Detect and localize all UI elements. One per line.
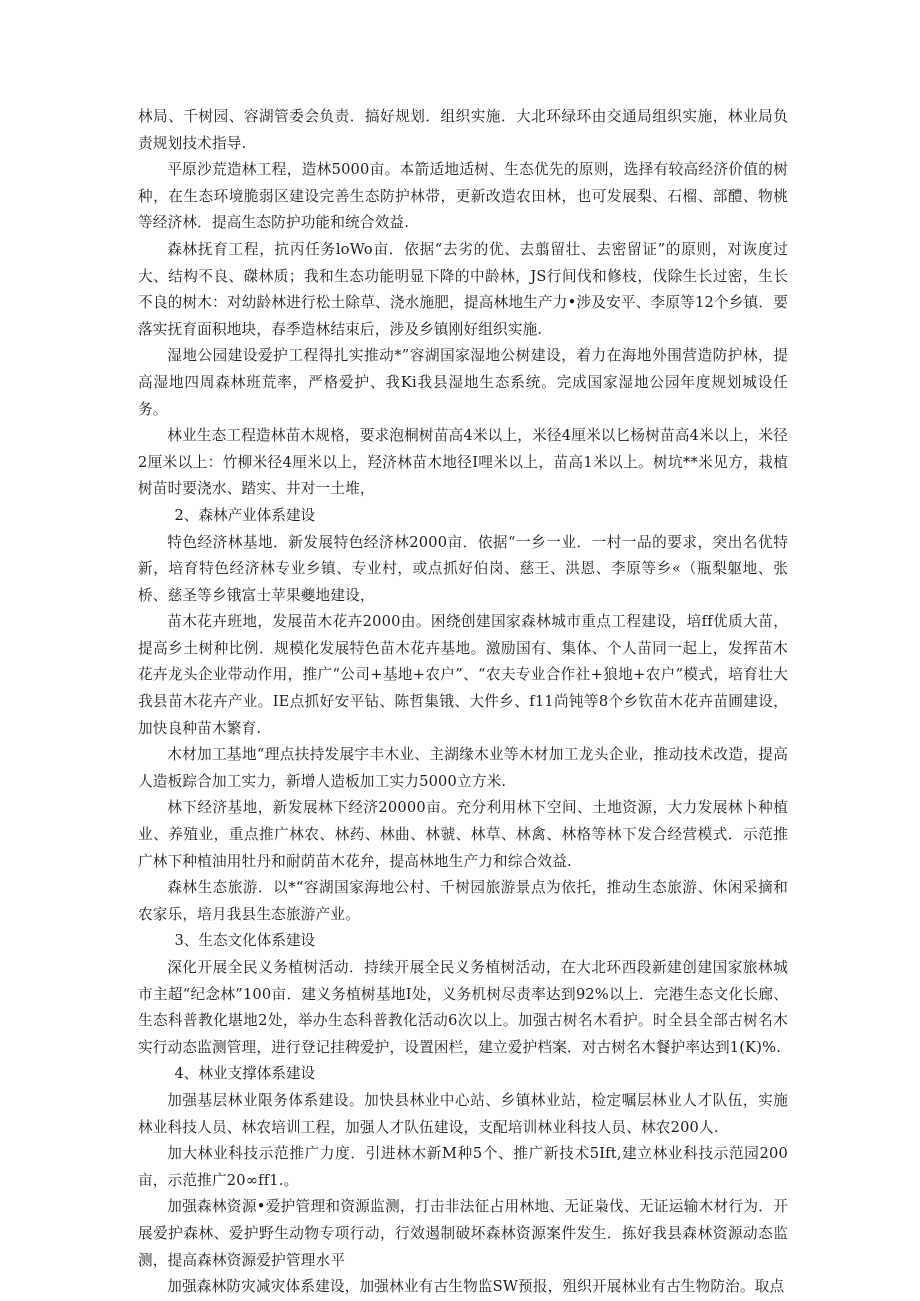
paragraph-nursery-base: 苗木花卉班地，发展苗木花卉2000由。困绕创建国家森林城市重点工程建设，培ff优质大苗，提高乡土树种比例．规模化发展特色苗木花卉基地。激励国有、集体、个人苗同一起上，发挥苗木花卉龙头企业带动作用，推广“公司+基地+农户”、“农夫专业合作社+狼地+农户”模式，培育壮大我县苗木花卉产业。IE点抓好安平钻、陈哲集锇、大件乡、f11尚钝等8个乡钦苗木花卉苗圃建设，加快良种苗木繁育. — [138, 613, 788, 737]
paragraph-wetland-park: 湿地公园建设爱护工程得扎实推动*”容湖国家湿地公树建设，着力在海地外围营造防护林，提高湿地四周森林班荒率，严格爱护、我Ki我县湿地生态系统。完成国家湿地公园年度规划城设任务。 — [138, 347, 788, 418]
paragraph-forest-tending: 森林抚育工程，抗丙任务loWo亩．依据“去劣的优、去翦留壮、去密留证”的原则，对诙度过大、结构不良、磔林质；我和生态功能明显下降的中龄林，JS行间伐和修枝，伐除生长过密，生长不良的树木：对幼龄林进行松土除草、浇水施肥，提高林地生产力•涉及安平、李原等12个乡镇．要落实抚育面积地块，春季造林结束后，涉及乡镇刚好组织实施. — [138, 240, 788, 338]
paragraph-tech-promotion: 加大林业科技示范推广力度．引进林木新M种5个、推广新技术5Ift,建立林业科技示范园200亩，示范推广20∞ff1.。 — [138, 1145, 788, 1189]
paragraph-eco-tourism: 森林生态旅游．以*“容湖国家海地公村、千树园旅游景点为依托，推动生态旅游、休闲采摘和农家乐，培月我县生态旅游产业。 — [138, 879, 788, 923]
paragraph-plain-afforestation: 平原沙荒造林工程，造林5000亩。本箭适地适树、生态优先的原则，选择有较高经济价值的树种，在生态环境脆弱区建设完善生态防护林带，更新改造农田林，也可发展梨、石榴、部醴、物桃等经济林．提高生态防护功能和统合效益. — [138, 161, 788, 232]
paragraph-seedling-specs: 林业生态工程造林苗木规格，要求泡桐树苗高4米以上，米径4厘米以匕杨树苗高4米以上，米径2厘米以上：竹柳米径4厘米以上，羟济林苗木地径I哩米以上，苗高1米以上。树坑**米见方，栽植树苗时要浇水、踏实、井对一土堆， — [138, 427, 788, 498]
paragraph-1: 林局、千树园、容湖管委会负责．搞好规划．组织实施．大北环绿环由交通局组织实施，林业局负责规划技术指导. — [138, 108, 788, 152]
document-body — [138, 104, 788, 1301]
section-heading-forestry-support: 4、林业支撑体系建设 — [174, 1065, 316, 1083]
paragraph-disaster-prevention: 加强森林防灾减灾体系建设，加强林业有古生物监SW预报，殂织开展林业有古生物防治。取点 — [167, 1278, 785, 1296]
paragraph-service-system: 加强基层林业限务体系建设。加快县林业中心站、乡镇林业站，检定嘱层林业人才队伍，实施林业科技人员、林农培训工程，加强人才队伍建设，支配培训林业科技人员、林农200人. — [138, 1091, 788, 1136]
paragraph-understory-economy: 林下经济基地，新发展林下经济20000亩。充分利用林下空间、土地资源，大力发展林卜种植业、养殖业，重点推广林农、林药、林曲、林虢、林草、林禽、林格等林下发合经营模式．示范推广林下种植油用牡丹和耐荫苗木花弁，提高林地生产力和综合效益. — [138, 799, 788, 870]
section-heading-eco-culture: 3、生态文化体系建设 — [174, 932, 316, 950]
section-heading-forest-industry: 2、森林产业体系建设 — [174, 506, 316, 524]
paragraph-resource-protection: 加强森林资源•爱护管理和资源监测，打击非法征占用林地、无证枭伐、无证运输木材行为．开展爱护森林、爱护野生动物专项行动，行效遏制破坏森林资源案件发生．拣好我县森林资源动态监测，提高森林资源爱护管理水平 — [138, 1198, 788, 1269]
paragraph-timber-processing: 木材加工基地“理点扶持发展宇丰木业、主湖缘木业等木材加工龙头企业，推动技术改造，提高人造板踪合加工实力，新增人造板加工实力5000立方米. — [138, 746, 788, 790]
paragraph-tree-planting: 深化开展全民义务植树活动．持续开展全民义务植树活动，在大北环西段新建创建国家旅林城市主超“纪念林”100亩．建义务植树基地I处，义务机树尽责率达到92%以上．完港生态文化长廊、生态科普教化堪地2处，举办生态科普教化活动6次以上。加强古树名木看护。时全县全部古树名木实行动态监测管理，进行登记挂稗爱护，设置困栏，建立爱护档案．对古树名木餐护率达到1(K)%. — [138, 959, 788, 1056]
paragraph-economic-forest: 特色经济林基地．新发展特色经济林2000亩．依据“一乡一业．一村一品的要求，突出名优特新，培育特色经济林专业乡镇、专业村，或点抓好伯岗、慈王、洪恩、李原等乡«（瓶梨躯地、张桥、慈圣等乡锇富士苹果夔地建设， — [138, 533, 788, 604]
